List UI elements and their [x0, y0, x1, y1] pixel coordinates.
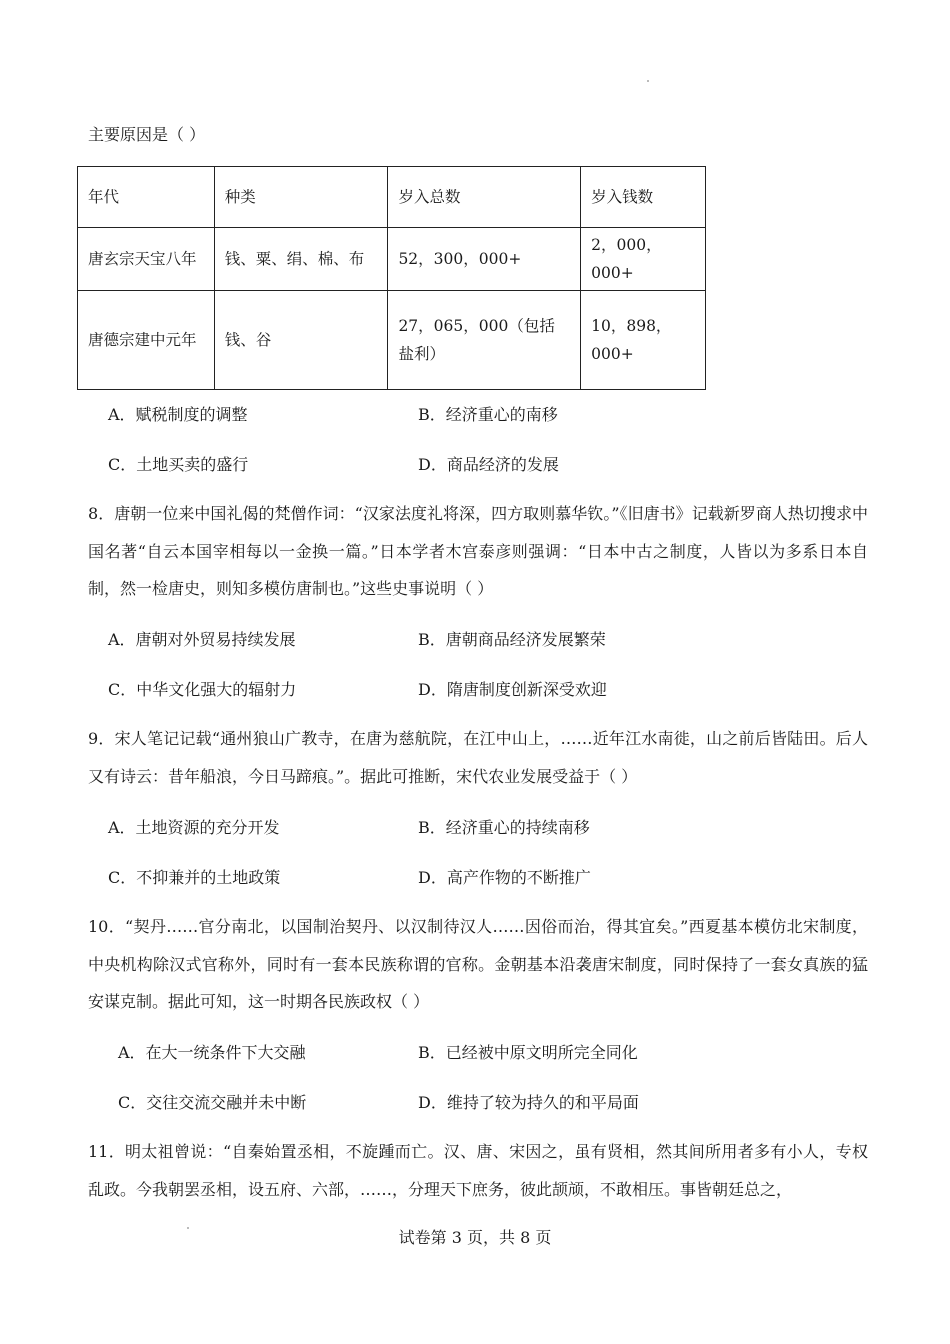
- question-9: 9．宋人笔记记载“通州狼山广教寺，在唐为慈航院，在江中山上，……近年江水南徙，山之前后皆陆田。后人又有诗云：昔年船浪，今日马蹄痕。”。据此可推断，宋代农业发展受益于（ ）: [88, 729, 868, 786]
- table-cell: 钱、谷: [214, 291, 388, 390]
- q9-option-d: D．高产作物的不断推广: [418, 868, 591, 887]
- scan-dot: [647, 80, 649, 82]
- q7-option-d: D．商品经济的发展: [418, 455, 559, 474]
- q8-option-d: D．隋唐制度创新深受欢迎: [418, 680, 607, 699]
- table-cell: 27，065，000（包括盐利）: [388, 291, 581, 390]
- q10-option-a: A．在大一统条件下大交融: [118, 1043, 306, 1062]
- q10-option-b: B．已经被中原文明所完全同化: [418, 1043, 638, 1062]
- revenue-table: [77, 166, 706, 390]
- table-header-cell: 种类: [214, 167, 388, 228]
- table-cell: 52，300，000+: [388, 228, 581, 291]
- page-footer: 试卷第 3 页，共 8 页: [398, 1228, 552, 1247]
- table-header-cell: 岁入钱数: [581, 167, 706, 228]
- q10-option-c: C．交往交流交融并未中断: [118, 1093, 307, 1112]
- table-cell: 唐德宗建中元年: [78, 291, 215, 390]
- q9-option-c: C．不抑兼并的土地政策: [108, 868, 281, 887]
- q7-option-b: B．经济重心的南移: [418, 405, 558, 424]
- table-header-cell: 年代: [78, 167, 215, 228]
- q9-option-b: B．经济重心的持续南移: [418, 818, 590, 837]
- question-11: 11．明太祖曾说：“自秦始置丞相，不旋踵而亡。汉、唐、宋因之，虽有贤相，然其间所用者多有小人，专权乱政。今我朝罢丞相，设五府、六部，……，分理天下庶务，彼此颉颃，不敢相压。事皆朝廷总之，: [88, 1142, 868, 1199]
- question-7-stem: 主要原因是（ ）: [88, 125, 206, 144]
- q8-option-c: C．中华文化强大的辐射力: [108, 680, 297, 699]
- q9-option-a: A．土地资源的充分开发: [108, 818, 280, 837]
- q10-option-d: D．维持了较为持久的和平局面: [418, 1093, 639, 1112]
- question-8: 8．唐朝一位来中国礼偈的梵僧作词：“汉家法度礼将深，四方取则慕华钦。”《旧唐书》记载新罗商人热切搜求中国名著“自云本国宰相每以一金换一篇。”日本学者木宫泰彦则强调：“日本中古之制度，人皆以为多系日本自制，然一检唐史，则知多模仿唐制也。”这些史事说明（ ）: [88, 504, 868, 598]
- table-cell: 钱、粟、绢、棉、布: [214, 228, 388, 291]
- table-header-row: [78, 167, 706, 228]
- question-10: 10．“契丹……官分南北，以国制治契丹、以汉制待汉人……因俗而治，得其宜矣。”西夏基本模仿北宋制度，中央机构除汉式官称外，同时有一套本民族称谓的官称。金朝基本沿袭唐宋制度，同时保持了一套女真族的猛安谋克制。据此可知，这一时期各民族政权（ ）: [88, 917, 868, 1011]
- table-cell: 2，000，000+: [581, 228, 706, 291]
- table-cell: 唐玄宗天宝八年: [78, 228, 215, 291]
- q7-option-a: A．赋税制度的调整: [108, 405, 248, 424]
- table-cell: 10，898，000+: [581, 291, 706, 390]
- table-row: [78, 291, 706, 390]
- q7-option-c: C．土地买卖的盛行: [108, 455, 249, 474]
- q8-option-b: B．唐朝商品经济发展繁荣: [418, 630, 606, 649]
- table-header-cell: 岁入总数: [388, 167, 581, 228]
- q8-option-a: A．唐朝对外贸易持续发展: [108, 630, 296, 649]
- table-row: [78, 228, 706, 291]
